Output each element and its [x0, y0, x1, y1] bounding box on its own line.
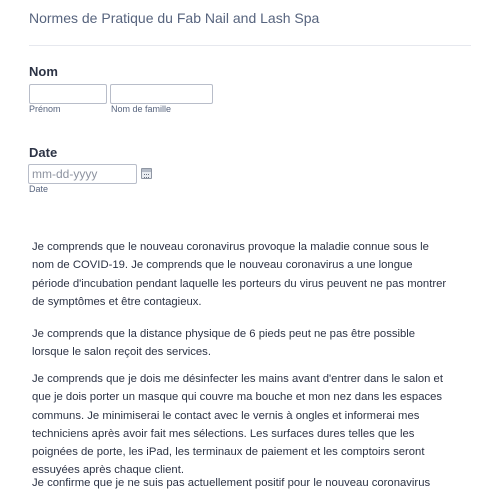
calendar-icon[interactable] — [141, 168, 152, 179]
last-name-sublabel: Nom de famille — [111, 104, 172, 114]
paragraph-confirmation: Je confirme que je ne suis pas actuellement positif pour le nouveau coronavirus — [32, 477, 431, 489]
name-label: Nom — [29, 64, 58, 79]
first-name-input[interactable] — [29, 84, 107, 104]
paragraph-distance: Je comprends que la distance physique de 6 pieds peut ne pas être possible lorsque le salon reçoit des services. — [32, 328, 416, 359]
form-subtitle: Normes de Pratique du Fab Nail and Lash Spa — [29, 10, 320, 26]
first-name-sublabel: Prénom — [29, 104, 61, 114]
last-name-input[interactable] — [110, 84, 213, 104]
paragraph-covid: Je comprends que le nouveau coronavirus provoque la maladie connue sous le nom de COVID-19. Je comprends que le nouveau coronavirus a une longue période d'incubation pendant laquelle les porteurs du virus peuvent ne pas montrer de symptômes et être contagieux. — [32, 241, 447, 308]
paragraph-hygiene: Je comprends que je dois me désinfecter les mains avant d'entrer dans le salon et que je dois porter un masque qui couvre ma bouche et mon nez dans les espaces communs. Je minimiserai le contact avec le vernis à ongles et informerai mes techniciens après avoir fait mes sélections. Les surfaces dures telles que les poignées de porte, les iPad, les terminaux de paiement et les comptoirs seront essuyées après chaque client. — [32, 373, 443, 477]
header-divider — [29, 45, 471, 46]
date-sublabel: Date — [29, 184, 49, 194]
date-label: Date — [29, 145, 58, 160]
date-input[interactable] — [28, 164, 137, 184]
